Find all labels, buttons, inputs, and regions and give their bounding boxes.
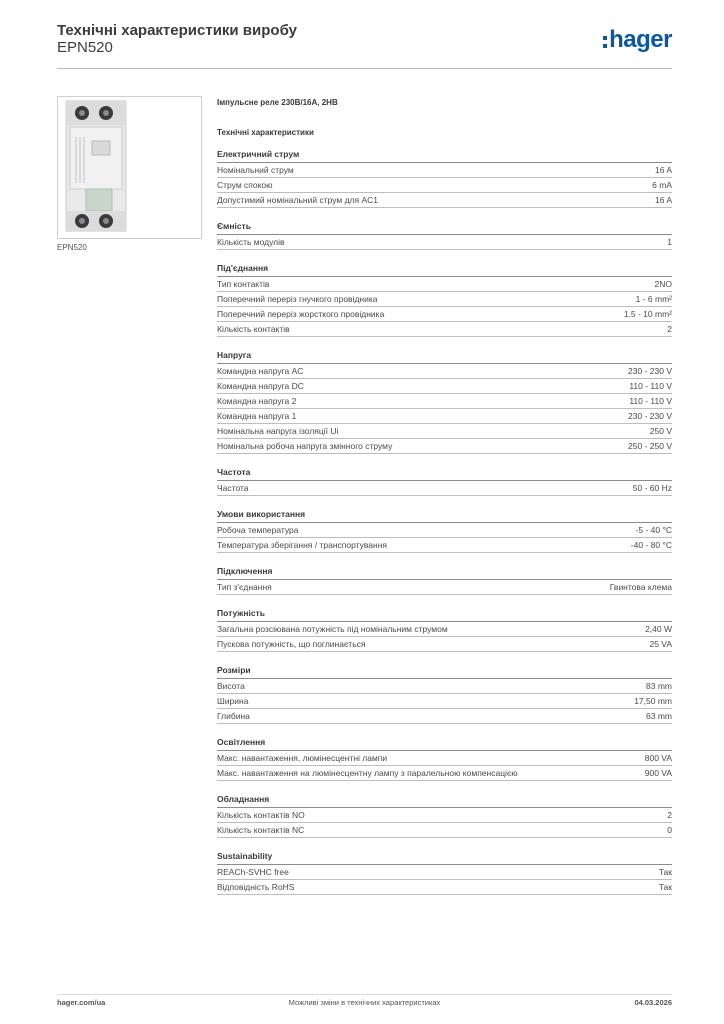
spec-value: 2 (667, 810, 672, 820)
spec-row (217, 523, 672, 538)
spec-row (217, 865, 672, 880)
footer-website[interactable]: hager.com/ua (57, 998, 106, 1007)
spec-section (217, 665, 672, 724)
spec-row (217, 808, 672, 823)
spec-row (217, 880, 672, 895)
spec-label: Командна напруга 1 (217, 411, 297, 421)
spec-row (217, 292, 672, 307)
spec-row (217, 178, 672, 193)
spec-row (217, 277, 672, 292)
image-caption: EPN520 (57, 243, 87, 252)
spec-label: Кількість контактів (217, 324, 290, 334)
spec-label: Поперечний переріз гнучкого провідника (217, 294, 378, 304)
spec-value: 1 - 6 mm² (635, 294, 672, 304)
product-code: EPN520 (57, 39, 113, 56)
spec-value: 16 A (654, 165, 672, 175)
spec-value: 230 - 230 V (628, 366, 672, 376)
spec-value: 25 VA (649, 639, 672, 649)
section-heading: Умови використання (217, 509, 672, 523)
relay-device-icon (58, 97, 201, 238)
spec-value: 250 - 250 V (628, 441, 672, 451)
spec-section (217, 263, 672, 337)
section-heading: Напруга (217, 350, 672, 364)
spec-label: Кількість контактів NC (217, 825, 305, 835)
spec-label: Командна напруга DC (217, 381, 304, 391)
product-name: Імпульсне реле 230В/16А, 2НВ (217, 98, 338, 107)
spec-row (217, 394, 672, 409)
spec-section (217, 149, 672, 208)
section-heading: Частота (217, 467, 672, 481)
spec-value: 63 mm (646, 711, 672, 721)
spec-label: Загальна розсіювана потужність під номінальним струмом (217, 624, 448, 634)
spec-row (217, 694, 672, 709)
spec-value: 900 VA (644, 768, 672, 778)
spec-label: Струм спокою (217, 180, 273, 190)
spec-value: 83 mm (646, 681, 672, 691)
product-image (57, 96, 202, 239)
spec-label: Тип з'єднання (217, 582, 272, 592)
section-heading: Потужність (217, 608, 672, 622)
spec-section (217, 794, 672, 838)
spec-label: Макс. навантаження на люмінесцентну лампу з паралельною компенсацією (217, 768, 518, 778)
spec-label: Макс. навантаження, люмінесцентні лампи (217, 753, 388, 763)
spec-section (217, 608, 672, 652)
footer-divider (57, 994, 672, 995)
spec-row (217, 193, 672, 208)
spec-row (217, 679, 672, 694)
section-heading: Освітлення (217, 737, 672, 751)
spec-row (217, 409, 672, 424)
spec-label: Пускова потужність, що поглинається (217, 639, 366, 649)
footer-date: 04.03.2026 (634, 998, 672, 1007)
spec-row (217, 322, 672, 337)
spec-row (217, 751, 672, 766)
spec-value: 2,40 W (645, 624, 672, 634)
spec-section (217, 509, 672, 553)
spec-value: 17,50 mm (634, 696, 672, 706)
spec-value: 2NO (654, 279, 672, 289)
spec-row (217, 364, 672, 379)
header-divider (57, 68, 672, 69)
spec-value: Гвинтова клема (609, 582, 672, 592)
spec-section (217, 566, 672, 595)
spec-value: -5 - 40 °C (635, 525, 672, 535)
spec-value: 2 (667, 324, 672, 334)
spec-section (217, 737, 672, 781)
spec-value: 1 (667, 237, 672, 247)
spec-label: Допустимий номінальний струм для AC1 (217, 195, 378, 205)
spec-content (217, 96, 672, 908)
section-heading: Sustainability (217, 851, 672, 865)
section-heading: Обладнання (217, 794, 672, 808)
spec-row (217, 709, 672, 724)
section-heading: Підключення (217, 566, 672, 580)
spec-label: Командна напруга 2 (217, 396, 297, 406)
spec-value: 110 - 110 V (629, 381, 672, 391)
hager-logo (603, 26, 672, 54)
spec-row (217, 379, 672, 394)
spec-value: 6 mA (652, 180, 672, 190)
spec-value: 230 - 230 V (628, 411, 672, 421)
spec-value: 110 - 110 V (629, 396, 672, 406)
spec-row (217, 580, 672, 595)
spec-value: -40 - 80 °C (630, 540, 672, 550)
spec-value: 800 VA (644, 753, 672, 763)
section-heading: Розміри (217, 665, 672, 679)
spec-row (217, 538, 672, 553)
spec-row (217, 439, 672, 454)
spec-section (217, 851, 672, 895)
spec-label: Температура зберігання / транспортування (217, 540, 388, 550)
spec-label: Номінальна робоча напруга змінного струму (217, 441, 393, 451)
spec-row (217, 163, 672, 178)
footer-notice: Можливі зміни в технічних характеристиках (288, 998, 441, 1007)
spec-label: Висота (217, 681, 245, 691)
section-heading: Електричний струм (217, 149, 672, 163)
spec-label: Номінальний струм (217, 165, 294, 175)
spec-value: 50 - 60 Hz (632, 483, 672, 493)
spec-section (217, 221, 672, 250)
spec-label: Кількість модулів (217, 237, 285, 247)
spec-section (217, 467, 672, 496)
page-header (57, 22, 672, 57)
section-heading: Ємність (217, 221, 672, 235)
spec-label: REACh-SVHC free (217, 867, 289, 877)
spec-section (217, 350, 672, 454)
spec-row (217, 823, 672, 838)
spec-value: 16 A (654, 195, 672, 205)
page-title: Технічні характеристики виробу (57, 22, 297, 39)
section-heading: Під'єднання (217, 263, 672, 277)
spec-row (217, 235, 672, 250)
spec-label: Командна напруга AC (217, 366, 304, 376)
spec-value: 0 (667, 825, 672, 835)
spec-label: Ширина (217, 696, 249, 706)
spec-value: Так (658, 882, 672, 892)
spec-row (217, 622, 672, 637)
spec-row (217, 424, 672, 439)
spec-label: Глибина (217, 711, 250, 721)
spec-label: Номінальна напруга ізоляції Ui (217, 426, 339, 436)
spec-row (217, 481, 672, 496)
logo-text: hager (609, 26, 672, 53)
spec-value: 250 V (649, 426, 672, 436)
spec-title: Технічні характеристики (217, 128, 314, 137)
logo-dots-icon (603, 36, 607, 48)
spec-value: Так (658, 867, 672, 877)
spec-label: Відповідність RoHS (217, 882, 295, 892)
spec-label: Тип контактів (217, 279, 270, 289)
spec-label: Частота (217, 483, 249, 493)
spec-label: Робоча температура (217, 525, 299, 535)
spec-row (217, 766, 672, 781)
spec-value: 1.5 - 10 mm² (623, 309, 672, 319)
spec-sections (217, 149, 672, 895)
spec-row (217, 637, 672, 652)
spec-row (217, 307, 672, 322)
spec-label: Поперечний переріз жорсткого провідника (217, 309, 385, 319)
spec-label: Кількість контактів NO (217, 810, 305, 820)
